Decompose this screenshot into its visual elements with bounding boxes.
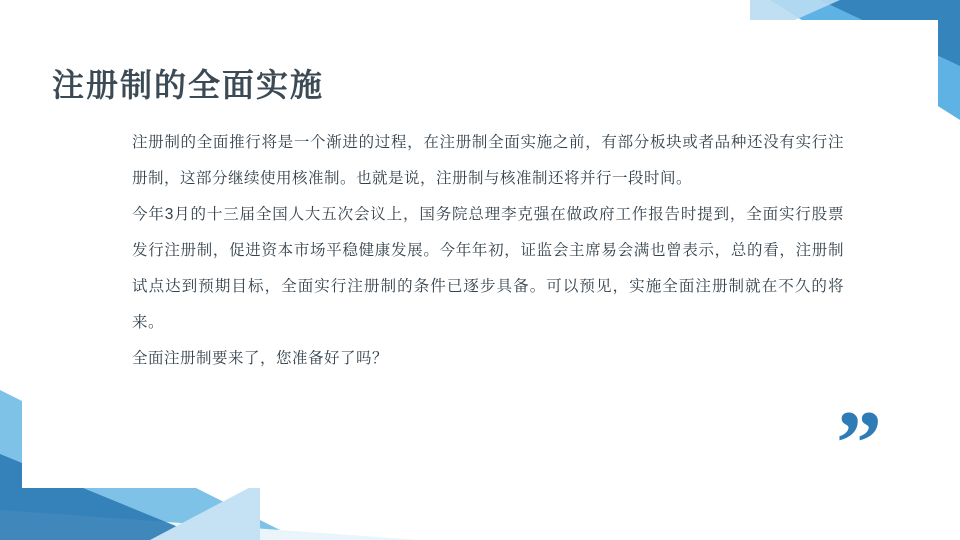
- paragraph-1: 注册制的全面推行将是一个渐进的过程，在注册制全面实施之前，有部分板块或者品种还没有实行注册制，这部分继续使用核准制。也就是说，注册制与核准制还将并行一段时间。: [132, 134, 844, 187]
- paragraph-2: 今年3月的十三届全国人大五次会议上，国务院总理李克强在做政府工作报告时提到，全面实行股票发行注册制，促进资本市场平稳健康发展。今年年初，证监会主席易会满也曾表示，总的看，注册制试点达到预期目标，全面实行注册制的条件已逐步具备。可以预见，实施全面注册制就在不久的将来。: [132, 206, 844, 331]
- page-title: 注册制的全面实施: [52, 67, 325, 103]
- decor-triangle-bottom-left-sky: [150, 482, 260, 540]
- body-text: [132, 125, 844, 377]
- content-card: [22, 20, 938, 494]
- decor-triangle-bottom-left-pale: [0, 510, 420, 540]
- paragraph-3: 全面注册制要来了，您准备好了吗？: [132, 350, 389, 367]
- quote-mark-icon: ”: [836, 392, 882, 494]
